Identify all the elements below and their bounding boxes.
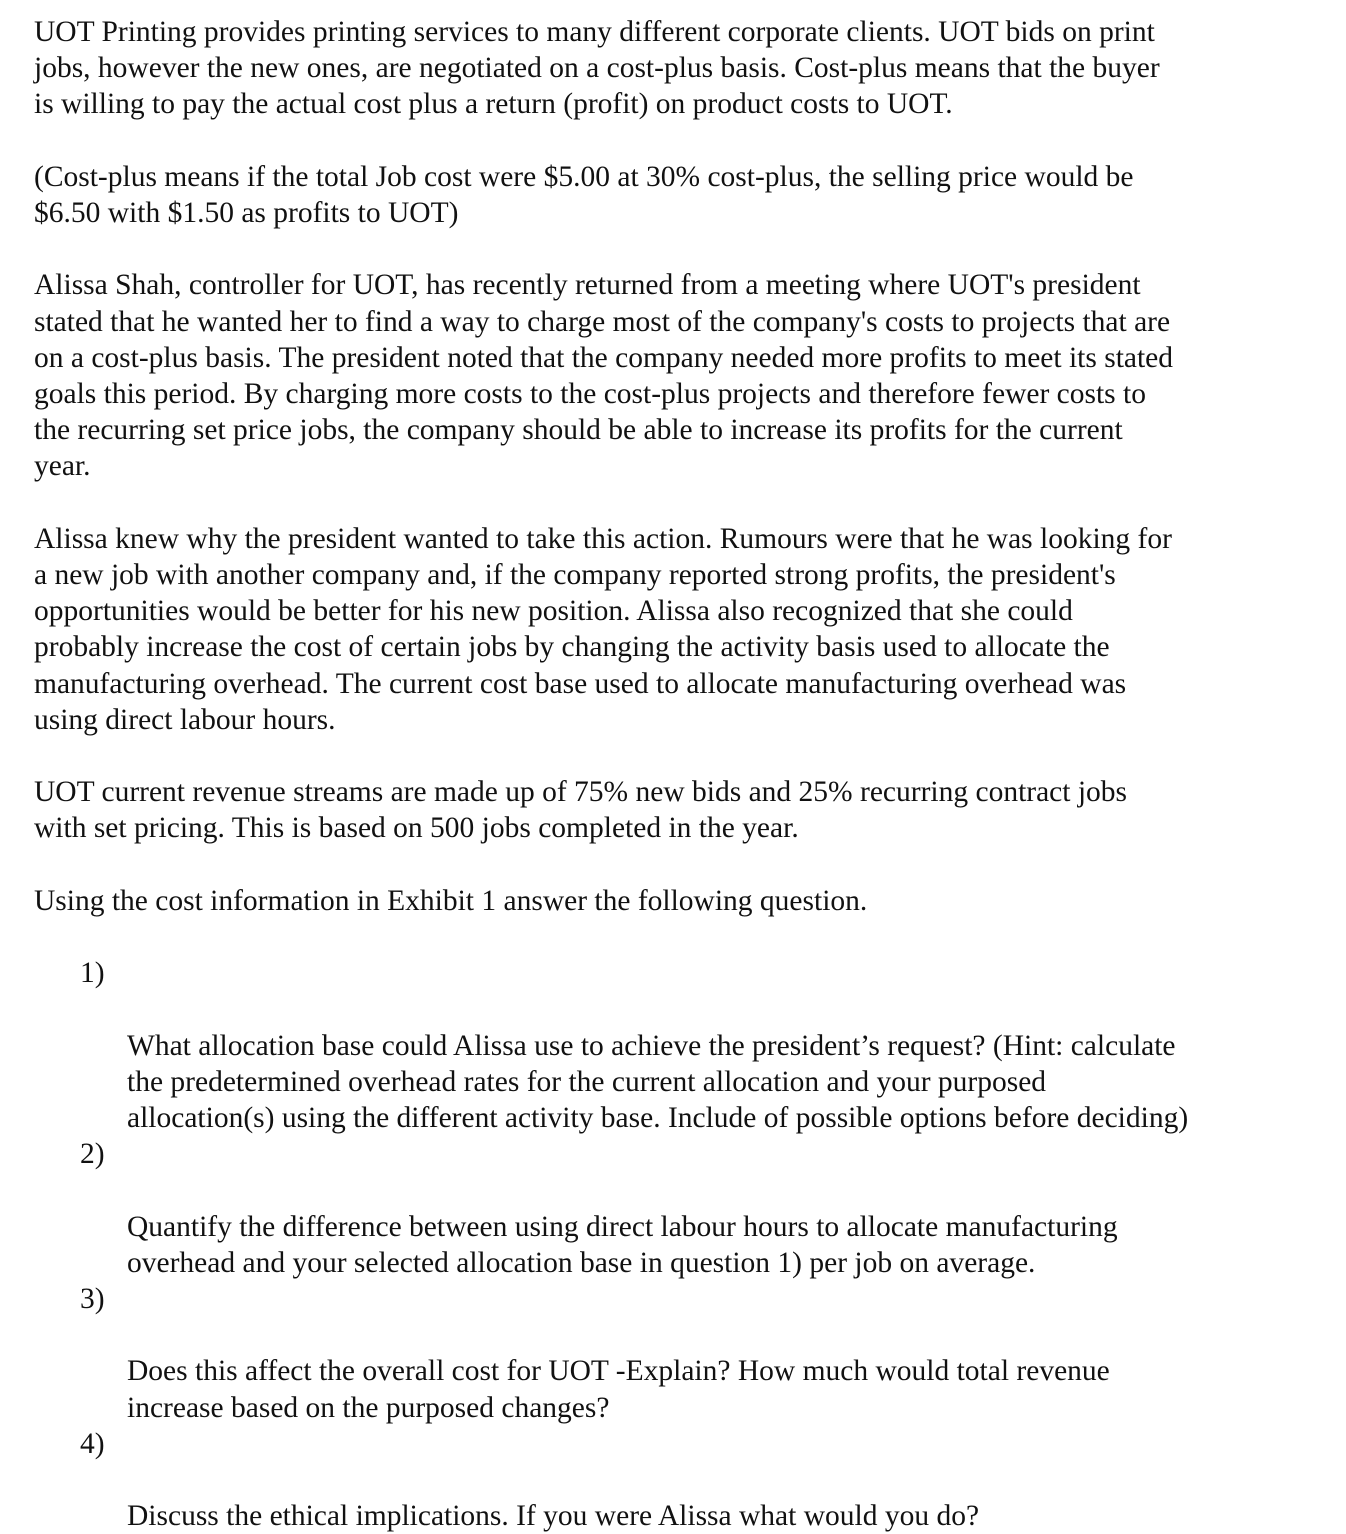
question-list xyxy=(34,955,1334,1534)
question-number: 1) xyxy=(80,957,105,990)
intro-paragraph: UOT Printing provides printing services to many different corporate clients. UOT bids on print jobs, however the new ones, are negotiated on a cost-plus basis. Cost-plus means that the buyer is willing to pay the actual cost plus a return (profit) on product costs to UOT. xyxy=(34,16,1160,121)
president-request-paragraph: Alissa Shah, controller for UOT, has recently returned from a meeting where UOT's president stated that he wanted her to find a way to charge most of the company's costs to projects that are on a cost-plus basis. The president noted that the company needed more profits to meet its stated goals this period. By charging more costs to the cost-plus projects and therefore fewer costs to the recurring set price jobs, the company should be able to increase its profits for the current year. xyxy=(34,269,1174,483)
question-text: Discuss the ethical implications. If you were Alissa what would you do? xyxy=(127,1500,980,1533)
question-text: What allocation base could Alissa use to achieve the president’s request? (Hint: calculate the predetermined overhead rates for the current allocation and your purposed allocation(s) using the different activity base. Include of possible options before deciding) xyxy=(127,1029,1189,1134)
question-number: 2) xyxy=(80,1138,105,1171)
cost-plus-example-paragraph: (Cost-plus means if the total Job cost were $5.00 at 30% cost-plus, the selling price would be $6.50 with $1.50 as profits to UOT) xyxy=(34,160,1134,229)
question-number: 3) xyxy=(80,1283,105,1316)
instructions-paragraph: Using the cost information in Exhibit 1 answer the following question. xyxy=(34,884,868,917)
revenue-streams-paragraph: UOT current revenue streams are made up of 75% new bids and 25% recurring contract jobs with set pricing. This is based on 500 jobs completed in the year. xyxy=(34,776,1128,845)
question-text: Does this affect the overall cost for UOT -Explain? How much would total revenue increase based on the purposed changes? xyxy=(127,1355,1110,1424)
question-item xyxy=(34,955,1334,1136)
question-item xyxy=(34,1281,1334,1426)
question-item xyxy=(34,1136,1334,1281)
question-number: 4) xyxy=(80,1427,105,1460)
document-page xyxy=(34,14,1334,1534)
question-text: Quantify the difference between using direct labour hours to allocate manufacturing overhead and your selected allocation base in question 1) per job on average. xyxy=(127,1210,1118,1279)
motivation-paragraph: Alissa knew why the president wanted to take this action. Rumours were that he was looking for a new job with another company and, if the company reported strong profits, the president's opportunities would be better for his new position. Alissa also recognized that she could probably increase the cost of certain jobs by changing the activity basis used to allocate the manufacturing overhead. The current cost base used to allocate manufacturing overhead was using direct labour hours. xyxy=(34,522,1172,736)
question-item xyxy=(34,1426,1334,1534)
